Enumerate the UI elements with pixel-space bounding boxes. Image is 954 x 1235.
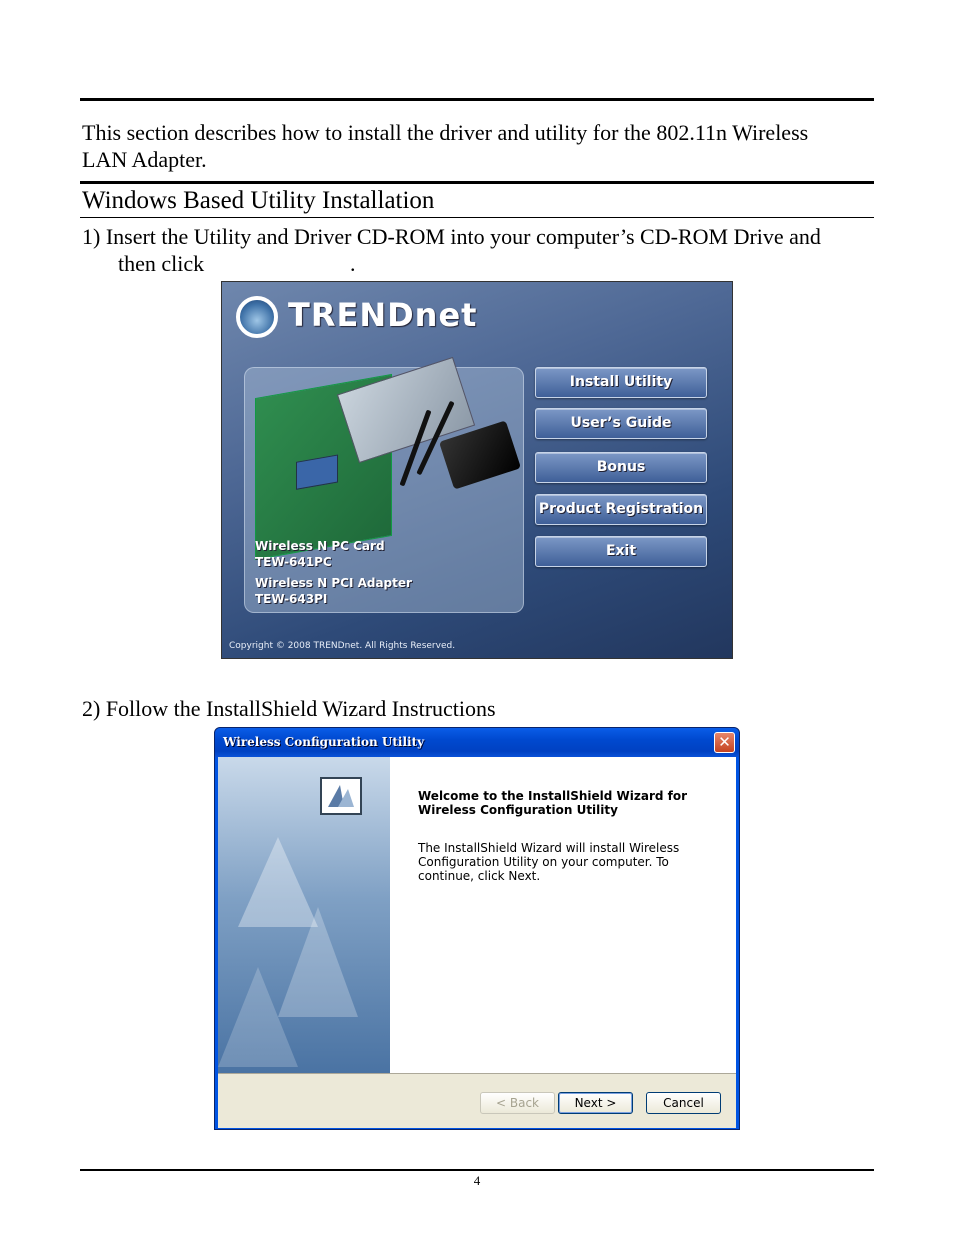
product-model-1: TEW-641PC (255, 555, 332, 569)
step1-line-2-prefix: then click (118, 251, 205, 276)
wizard-client-area (218, 757, 736, 1127)
trendnet-logo-icon (236, 296, 278, 338)
copyright-text: Copyright © 2008 TRENDnet. All Rights Reserved. (229, 641, 456, 651)
wizard-body-text: The InstallShield Wizard will install Wireless Configuration Utility on your computer. To continue, click Next. (418, 841, 680, 883)
wizard-button-bar (218, 1073, 736, 1128)
autorun-window (221, 281, 733, 659)
product-name-1: Wireless N PC Card (255, 539, 385, 553)
intro-line-1: This section describes how to install the driver and utility for the 802.11n Wireless (82, 120, 809, 145)
product-panel (244, 367, 524, 613)
section-rule-bottom (80, 217, 874, 218)
next-button[interactable]: Next > (558, 1092, 633, 1114)
close-icon[interactable]: ✕ (714, 732, 735, 753)
installer-icon (320, 777, 362, 815)
install-utility-button[interactable]: Install Utility (535, 367, 707, 398)
trendnet-logo-text: TRENDnet (288, 296, 478, 334)
wizard-titlebar[interactable] (215, 728, 739, 757)
cancel-button[interactable]: Cancel (646, 1092, 721, 1114)
intro-line-2: LAN Adapter. (82, 147, 207, 172)
top-rule (80, 98, 874, 101)
section-rule-top (80, 181, 874, 184)
page-number: 4 (473, 1173, 481, 1188)
product-model-2: TEW-643PI (255, 592, 328, 606)
wizard-heading: Welcome to the InstallShield Wizard for Wireless Configuration Utility (418, 789, 688, 817)
sail-decoration (218, 967, 298, 1067)
step1-line-1: 1) Insert the Utility and Driver CD-ROM into your computer’s CD-ROM Drive and (82, 224, 821, 249)
step2-text: 2) Follow the InstallShield Wizard Instructions (82, 696, 496, 721)
users-guide-button[interactable]: User’s Guide (535, 408, 707, 439)
product-name-2: Wireless N PCI Adapter (255, 576, 412, 590)
bonus-button[interactable]: Bonus (535, 452, 707, 483)
section-heading: Windows Based Utility Installation (82, 187, 435, 214)
step1-line-2-suffix: . (350, 251, 356, 276)
exit-button[interactable]: Exit (535, 536, 707, 567)
footer-rule (80, 1169, 874, 1171)
back-button[interactable]: < Back (480, 1092, 555, 1114)
product-registration-button[interactable]: Product Registration (535, 494, 707, 525)
wizard-side-banner (218, 757, 390, 1073)
wizard-title: Wireless Configuration Utility (223, 735, 425, 749)
installshield-wizard-window (214, 727, 740, 1130)
